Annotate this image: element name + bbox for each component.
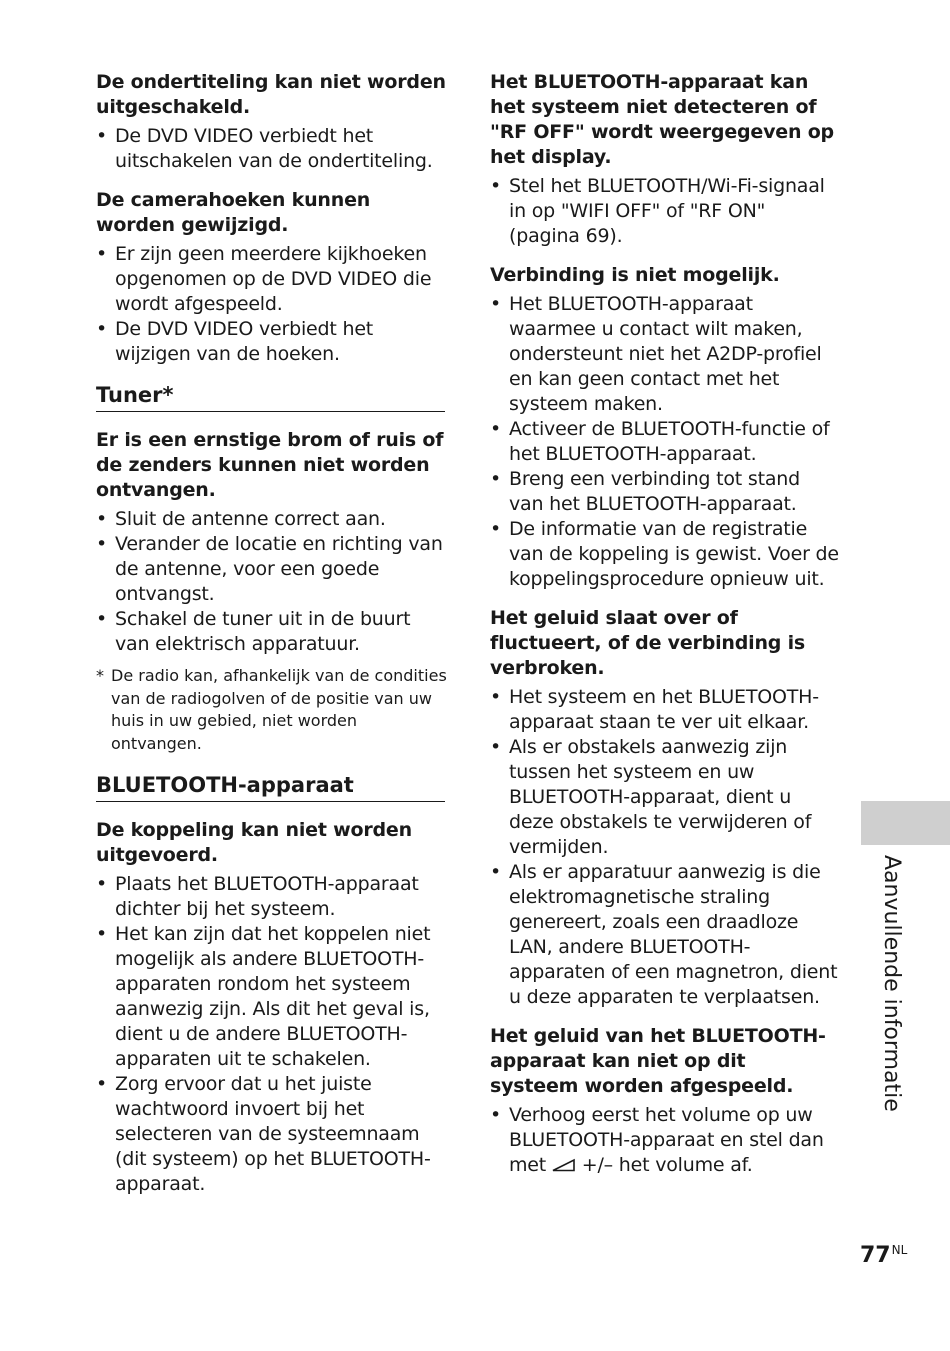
footnote (96, 665, 448, 755)
list-item-text-before: Verhoog eerst het volume op uw BLUETOOTH-apparaat en stel dan met (509, 1104, 824, 1176)
section-heading: Er is een ernstige brom of ruis of de zenders kunnen niet worden ontvangen. (96, 429, 444, 501)
list-item: • Het systeem en het BLUETOOTH-apparaat staan te ver uit elkaar. (490, 685, 840, 735)
list-item-text-after: +/– het volume af. (575, 1154, 753, 1176)
list-item: • Stel het BLUETOOTH/Wi-Fi-signaal in op "WIFI OFF" of "RF ON" (pagina 69). (490, 174, 840, 249)
footnote-text: De radio kan, afhankelijk van de condities van de radiogolven of de positie van uw huis in uw gebied, niet worden ontvangen. (111, 666, 447, 753)
list-item: • Schakel de tuner uit in de buurt van elektrisch apparatuur. (96, 607, 448, 657)
side-section-label: Aanvullende informatie (879, 855, 904, 1112)
bullet-list (96, 242, 448, 367)
bullet-list (490, 685, 840, 1010)
section-heading: De koppeling kan niet worden uitgevoerd. (96, 819, 412, 866)
section-heading: Het BLUETOOTH-apparaat kan het systeem niet detecteren of "RF OFF" wordt weergegeven op het display. (490, 71, 834, 168)
list-item: • Zorg ervoor dat u het juiste wachtwoord invoert bij het selecteren van de systeemnaam (dit systeem) op het BLUETOOTH-apparaat. (96, 1072, 448, 1197)
bullet-list (490, 174, 840, 249)
list-item: • Het BLUETOOTH-apparaat waarmee u contact wilt maken, ondersteunt niet het A2DP-profiel en kan geen contact met het systeem maken. (490, 292, 840, 417)
footnote-mark: * (96, 666, 104, 685)
list-item: • Plaats het BLUETOOTH-apparaat dichter bij het systeem. (96, 872, 448, 922)
page-language: NL (891, 1243, 908, 1257)
section-heading: De camerahoeken kunnen worden gewijzigd. (96, 189, 371, 236)
bullet-list (490, 292, 840, 592)
section-heading: De ondertiteling kan niet worden uitgeschakeld. (96, 71, 446, 118)
list-item: • De DVD VIDEO verbiedt het wijzigen van de hoeken. (96, 317, 448, 367)
bullet-list (96, 507, 448, 657)
list-item: • Als er obstakels aanwezig zijn tussen het systeem en uw BLUETOOTH-apparaat, dient u deze obstakels te verwijderen of vermijden. (490, 735, 840, 860)
list-item: • Breng een verbinding tot stand van het BLUETOOTH-apparaat. (490, 467, 840, 517)
page-number-value: 77 (860, 1243, 891, 1268)
side-tab (861, 801, 950, 845)
left-column (96, 70, 448, 1211)
list-item: • De DVD VIDEO verbiedt het uitschakelen van de ondertiteling. (96, 124, 448, 174)
tuner-title: Tuner* (96, 381, 445, 412)
list-item: • Er zijn geen meerdere kijkhoeken opgenomen op de DVD VIDEO die wordt afgespeeld. (96, 242, 448, 317)
section-heading: Het geluid slaat over of fluctueert, of de verbinding is verbroken. (490, 607, 806, 679)
bullet-list (96, 124, 448, 174)
list-item: • Activeer de BLUETOOTH-functie of het BLUETOOTH-apparaat. (490, 417, 840, 467)
list-item: • De informatie van de registratie van de koppeling is gewist. Voer de koppelingsprocedure opnieuw uit. (490, 517, 840, 592)
page-number (860, 1243, 907, 1268)
list-item: • Verander de locatie en richting van de antenne, voor een goede ontvangst. (96, 532, 448, 607)
list-item (490, 1103, 840, 1178)
list-item: • Als er apparatuur aanwezig is die elektromagnetische straling genereert, zoals een draadloze LAN, andere BLUETOOTH-apparaten of een magnetron, dient u deze apparaten te verplaatsen. (490, 860, 840, 1010)
bullet-list (96, 872, 448, 1197)
list-item: • Het kan zijn dat het koppelen niet mogelijk als andere BLUETOOTH-apparaten rondom het systeem aanwezig zijn. Als dit het geval is, dient u de andere BLUETOOTH-apparaten uit te schakelen. (96, 922, 448, 1072)
bluetooth-title: BLUETOOTH-apparaat (96, 771, 445, 802)
section-heading: Verbinding is niet mogelijk. (490, 264, 780, 286)
list-item: • Sluit de antenne correct aan. (96, 507, 448, 532)
section-heading: Het geluid van het BLUETOOTH-apparaat kan niet op dit systeem worden afgespeeld. (490, 1025, 826, 1097)
right-column (490, 70, 840, 1192)
bullet-list (490, 1103, 840, 1178)
volume-icon (552, 1158, 576, 1172)
